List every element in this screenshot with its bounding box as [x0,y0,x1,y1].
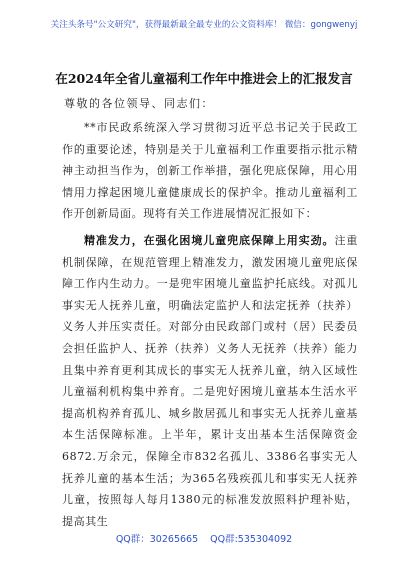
salutation: 尊敬的各位领导、同志们： [64,97,214,110]
paragraph-intro: **市民政系统深入学习贯彻习近平总书记关于民政工作的重要论述，特别是关于儿童福利工作重要指示批示精神主动担当作为，创新工作举措，强化兜底保障，用心用情用力撑起困境儿童健康成长的保护伞。推动儿童福利工作开创新局面。现将有关工作进展情况汇报如下： [62,121,358,221]
paragraph-section-1 [62,230,358,532]
footer-contacts [0,531,408,545]
footer-qq-group-1: QQ群：30265665 [115,534,199,545]
document-title: 在2024年全省儿童福利工作年中推进会上的汇报发言 [55,71,353,86]
footer-qq-group-2: QQ群:535304092 [210,534,293,545]
section-body-text: 注重机制保障，在规范管理上精准发力，激发困境儿童兜底保障工作内生动力。一是兜牢困境儿童监护托底线。对孤儿事实无人抚养儿童，明确法定监护人和法定抚养（扶养）义务人并压实责任。对部分由民政部门或村（居）民委员会担任监护人、抚养（扶养）义务人无抚养（扶养）能力且集中养育更利其成长的事实无人抚养儿童，纳入区域性儿童福利机构集中养育。二是兜好困境儿童基本生活水平提高机构养育孤儿、城乡散居孤儿和事实无人抚养儿童基本生活保障标准。上半年，累计支出基本生活保障资金6872.万余元，保障全市832名孤儿、3386名事实无人抚养儿童的基本生活；为365名残疾孤儿和事实无人抚养儿童，按照每人每月1380元的标准发放照料护理补贴，提高其生 [62,234,358,528]
header-banner: 关注头条号"公文研究"，获得最新最全最专业的公文资料库！ 微信：gongwenyj [50,20,358,30]
section-lead-heading: 精准发力，在强化困境儿童兜底保障上用实劲。 [84,234,335,247]
